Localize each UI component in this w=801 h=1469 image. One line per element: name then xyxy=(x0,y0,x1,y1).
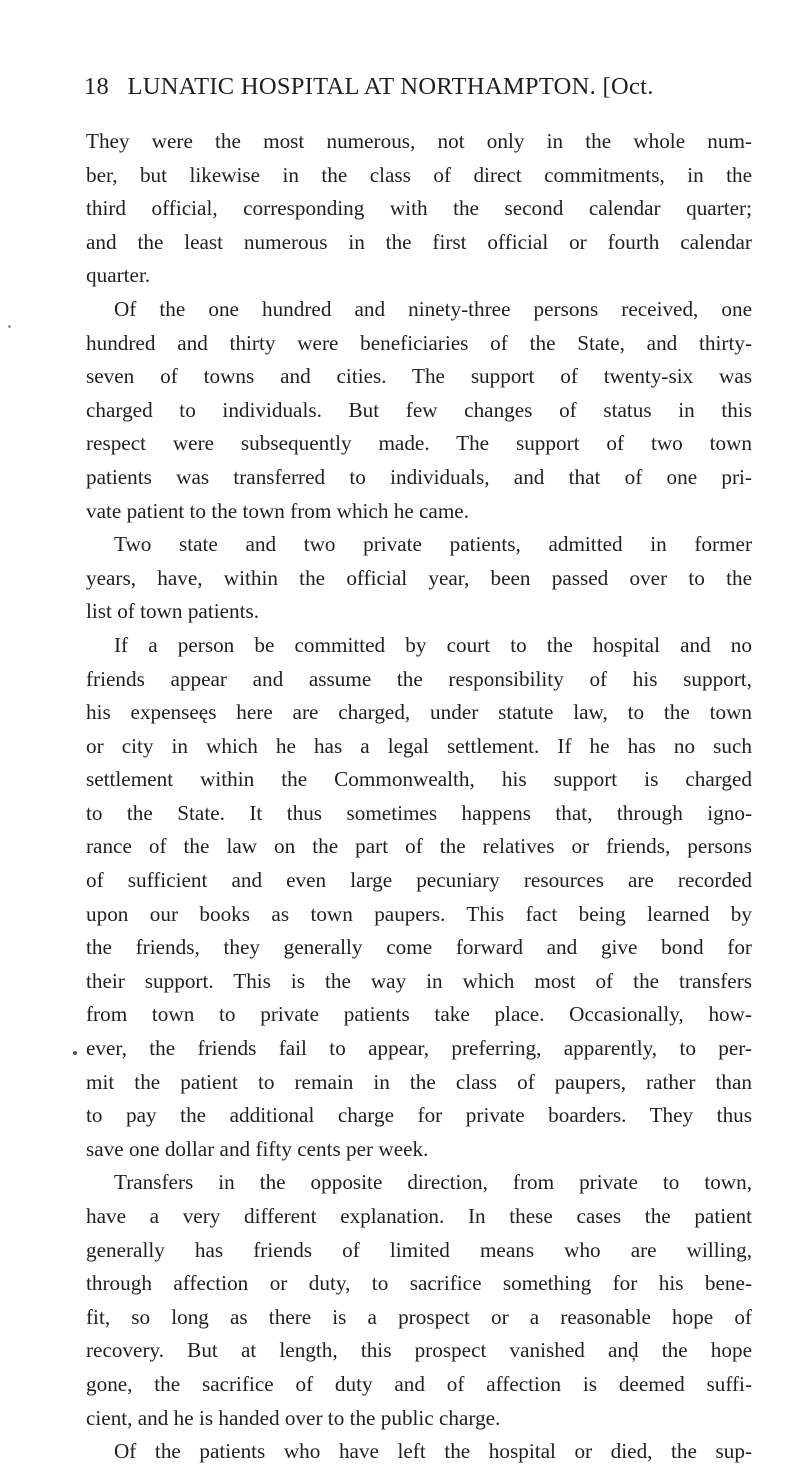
text-line: If a person be committed by court to the hospital and no xyxy=(114,632,752,657)
text-line: ever, the friends fail to appear, preferring, apparently, to per- xyxy=(86,1036,752,1061)
text-line: charged to individuals. But few changes of status in this xyxy=(86,397,752,422)
text-line: of sufficient and even large pecuniary resources are recorded xyxy=(86,868,752,893)
text-line: settlement within the Commonwealth, his support is charged xyxy=(86,767,752,792)
text-line: to pay the additional charge for private boarders. They thus xyxy=(86,1103,752,1128)
text-line: fit, so long as there is a prospect or a reasonable hope of xyxy=(86,1304,752,1329)
text-line: respect were subsequently made. The support of two town xyxy=(86,431,752,456)
body-text xyxy=(86,125,752,1469)
text-line: patients was transferred to individuals, and that of one pri- xyxy=(86,464,752,489)
text-line: from town to private patients take place. Occasionally, how- xyxy=(86,1002,752,1027)
text-line: ber, but likewise in the class of direct commitments, in the xyxy=(86,162,752,187)
text-line: the friends, they generally come forward and give bond for xyxy=(86,935,752,960)
text-line: They were the most numerous, not only in the whole num- xyxy=(86,129,752,153)
text-line: mit the patient to remain in the class of paupers, rather than xyxy=(86,1069,752,1094)
text-line: through affection or duty, to sacrifice something for his bene- xyxy=(86,1271,752,1296)
text-line: to the State. It thus sometimes happens that, through igno- xyxy=(86,800,752,825)
header-date-bracket: [Oct. xyxy=(602,73,654,100)
text-line: friends appear and assume the responsibility of his support, xyxy=(86,666,752,691)
text-line: rance of the law on the part of the relatives or friends, persons xyxy=(86,834,752,859)
text-line: or city in which he has a legal settlement. If he has no such xyxy=(86,733,752,758)
text-line: save one dollar and fifty cents per week. xyxy=(86,1136,429,1161)
text-line: vate patient to the town from which he came. xyxy=(86,498,470,523)
text-line: their support. This is the way in which most of the transfers xyxy=(86,968,752,993)
text-line: seven of towns and cities. The support of twenty-six was xyxy=(86,364,752,389)
text-line: years, have, within the official year, been passed over to the xyxy=(86,565,752,590)
text-line: Two state and two private patients, admitted in former xyxy=(114,532,752,557)
stray-ink-mark xyxy=(8,325,11,328)
text-line: Of the patients who have left the hospital or died, the sup- xyxy=(114,1439,752,1464)
text-line: quarter. xyxy=(86,263,151,288)
running-title: LUNATIC HOSPITAL AT NORTHAMPTON. xyxy=(127,73,597,100)
text-line: have a very different explanation. In these cases the patient xyxy=(86,1204,752,1228)
page-number: 18 xyxy=(84,73,110,100)
text-line: third official, corresponding with the second calendar quarter; xyxy=(86,196,752,221)
text-line: recovery. But at length, this prospect vanished anḑ the hope xyxy=(86,1338,752,1363)
text-line: and the least numerous in the first official or fourth calendar xyxy=(86,229,752,254)
text-line: generally has friends of limited means who are willing, xyxy=(86,1237,752,1262)
text-line: upon our books as town paupers. This fact being learned by xyxy=(86,901,752,926)
running-header xyxy=(84,72,754,102)
text-line: list of town patients. xyxy=(86,599,260,624)
text-line: gone, the sacrifice of duty and of affection is deemed suffi- xyxy=(86,1371,752,1396)
text-line: Transfers in the opposite direction, from private to town, xyxy=(114,1170,752,1195)
stray-ink-mark xyxy=(73,1051,77,1055)
text-line: Of the one hundred and ninety-three persons received, one xyxy=(114,296,752,321)
text-line: cient, and he is handed over to the public charge. xyxy=(86,1405,501,1430)
text-line: his expenseęs here are charged, under statute law, to the town xyxy=(86,700,752,725)
text-line: hundred and thirty were beneficiaries of the State, and thirty- xyxy=(86,330,752,355)
